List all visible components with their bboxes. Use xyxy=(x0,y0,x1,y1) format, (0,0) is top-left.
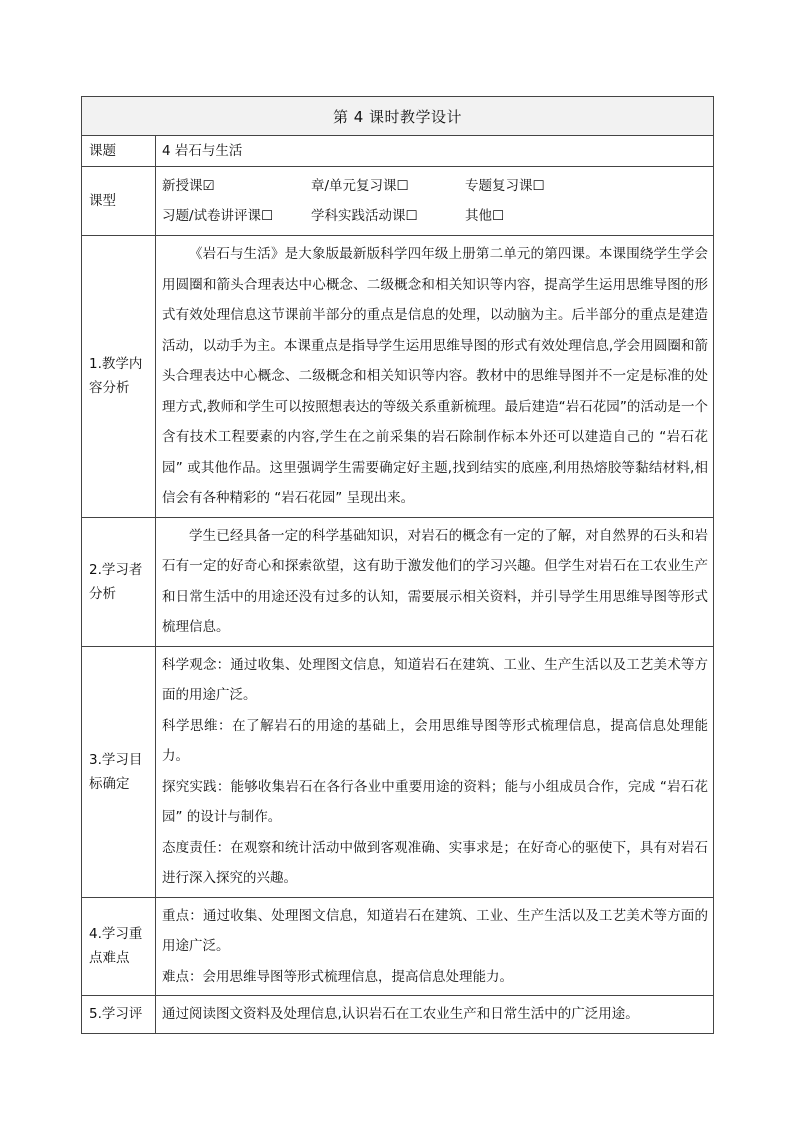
lesson-design-table xyxy=(81,96,714,1034)
learning-goals-cell xyxy=(156,646,714,897)
key-points-cell xyxy=(156,897,714,996)
goal-inquiry-practice: 探究实践：能够收集岩石在各行各业中重要用途的资料；能与小组成员合作，完成 “岩石花园” 的设计与制作。 xyxy=(162,778,708,825)
content-analysis-text: 《岩石与生活》是大象版最新版科学四年级上册第二单元的第四课。本课围绕学生学会用圆圈和箭头合理表达中心概念、二级概念和相关知识等内容，提高学生运用思维导图的形式有效处理信息这节课前半部分的重点是信息的处理，以动脑为主。后半部分的重点是建造活动，以动手为主。本课重点是指导学生运用思维导图的形式有效处理信息,学会用圆圈和箭头合理表达中心概念、二级概念和相关知识等内容。教材中的思维导图并不一定是标准的处理方式,教师和学生可以按照想表达的等级关系重新梳理。最后建造“岩石花园”的活动是一个含有技术工程要素的内容,学生在之前采集的岩石除制作标本外还可以建造自己的 “岩石花园” 或其他作品。这里强调学生需要确定好主题,找到结实的底座,利用热熔胶等黏结材料,相信会有各种精彩的 “岩石花园” 呈现出来。 xyxy=(162,246,708,506)
lesson-type-label: 课型 xyxy=(82,167,156,236)
content-analysis-label: 1.教学内容分析 xyxy=(82,236,156,518)
goal-attitude-responsibility: 态度责任：在观察和统计活动中做到客观准确、实事求是；在好奇心的驱使下，具有对岩石进行深入探究的兴趣。 xyxy=(162,839,708,886)
content-analysis-row xyxy=(82,236,714,518)
goal-science-concept: 科学观念：通过收集、处理图文信息，知道岩石在建筑、工业、生产生活以及工艺美术等方面的用途广泛。 xyxy=(162,656,708,703)
learner-analysis-cell xyxy=(156,517,714,646)
lesson-type-option-unit-review[interactable]: 章/单元复习课☐ xyxy=(311,178,409,194)
lesson-type-option-practice[interactable]: 学科实践活动课☐ xyxy=(311,208,418,224)
topic-label: 课题 xyxy=(82,136,156,167)
document-title: 第 4 课时教学设计 xyxy=(82,97,714,136)
evaluation-row xyxy=(82,996,714,1034)
title-row xyxy=(82,97,714,136)
lesson-type-options xyxy=(156,167,714,236)
key-points-label: 4.学习重点难点 xyxy=(82,897,156,996)
learner-analysis-row xyxy=(82,517,714,646)
evaluation-text: 通过阅读图文资料及处理信息,认识岩石在工农业生产和日常生活中的广泛用途。 xyxy=(156,996,714,1034)
learner-analysis-label: 2.学习者分析 xyxy=(82,517,156,646)
topic-row xyxy=(82,136,714,167)
key-point-difficulty: 难点：会用思维导图等形式梳理信息，提高信息处理能力。 xyxy=(162,968,513,985)
lesson-type-option-other[interactable]: 其他☐ xyxy=(465,208,505,224)
evaluation-label: 5.学习评 xyxy=(82,996,156,1034)
lesson-type-option-topic-review[interactable]: 专题复习课☐ xyxy=(465,178,545,194)
key-point-focus: 重点：通过收集、处理图文信息，知道岩石在建筑、工业、生产生活以及工艺美术等方面的用途广泛。 xyxy=(162,907,708,954)
lesson-type-row xyxy=(82,167,714,236)
lesson-type-option-exercise-review[interactable]: 习题/试卷讲评课☐ xyxy=(162,208,274,224)
lesson-type-option-new[interactable]: 新授课☑ xyxy=(162,178,215,194)
content-analysis-cell xyxy=(156,236,714,518)
learner-analysis-text: 学生已经具备一定的科学基础知识，对岩石的概念有一定的了解，对自然界的石头和岩石有一定的好奇心和探索欲望，这有助于激发他们的学习兴趣。但学生对岩石在工农业生产和日常生活中的用途还没有过多的认知，需要展示相关资料，并引导学生用思维导图等形式梳理信息。 xyxy=(162,527,708,635)
learning-goals-row xyxy=(82,646,714,897)
goal-science-thinking: 科学思维：在了解岩石的用途的基础上，会用思维导图等形式梳理信息，提高信息处理能力。 xyxy=(162,717,708,764)
learning-goals-label: 3.学习目标确定 xyxy=(82,646,156,897)
key-points-row xyxy=(82,897,714,996)
topic-value: 4 岩石与生活 xyxy=(156,136,714,167)
